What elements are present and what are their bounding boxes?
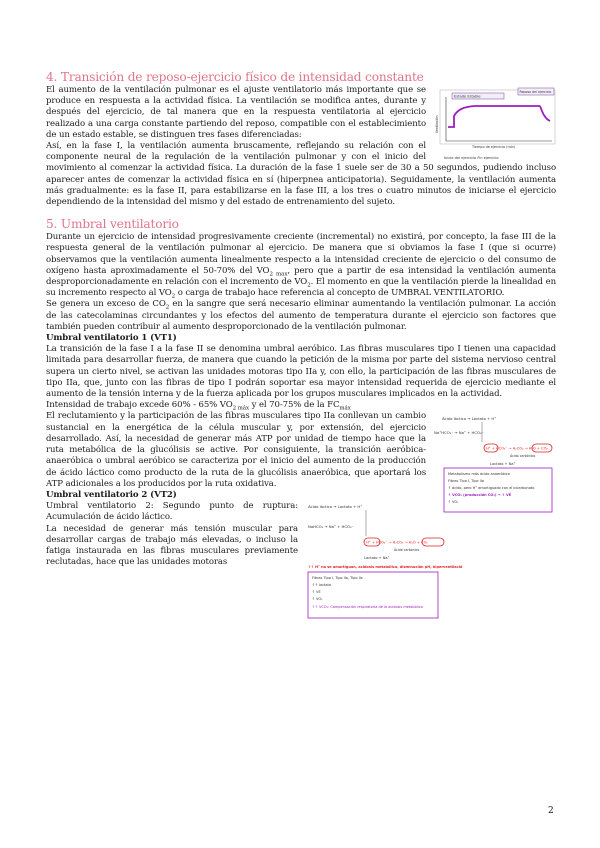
vt2-paragraph-1: Umbral ventilatorio 2: Segundo punto de ruptura: Acumulación de ácido láctico. (46, 501, 298, 523)
section4-paragraph-2: Así, en la fase I, la ventilación aumenta bruscamente, reflejando su relación con el componente neural de la regulación de la ventilación pulmonar y con el inicio del movimiento al comenzar la actividad física. La duración de la fase 1 suele ser de 30 a 50 segundos, pudiendo incluso aparecer antes de comenzar la actividad física en sí (hiperpnea anticipatoria). Seguidamente, la ventilación aumenta más gradualmente: es la fase II, para estabilizarse en la fase III, a los tres o cuatro minutos de iniciarse el ejercicio dependiendo de la intensidad del mismo y del estado de entrenamiento del sujeto. (46, 141, 556, 208)
figure-vt2-buffer (304, 502, 462, 620)
page-number: 2 (548, 806, 554, 816)
vt1-bullet-1: Metabolismo más ácido anaeróbico (448, 472, 510, 477)
section5-title: 5. Umbral ventilatorio (46, 217, 179, 232)
vt2-diagram (304, 502, 462, 620)
vt2-bullet-0: ↑↑ H⁺ no se amortiguan, acidosis metabólica, disminución pH, hiperventilación (308, 565, 462, 570)
vt2-line5: Lactato + Na⁺ (364, 556, 390, 561)
vt2-paragraph-2: La necesidad de generar más tensión muscular para desarrollar cargas de trabajo más elevadas, o incluso la fatiga instaurada en las fibras musculares previamente reclutadas, hace que las unidades motoras (46, 523, 298, 568)
vt1-heading: Umbral ventilatorio 1 (VT1) (46, 333, 177, 344)
page-content (46, 70, 556, 620)
figure-vt1-buffer (432, 412, 556, 516)
vt2-line3: H⁺ + HCO₃⁻ → H₂CO₃ → H₂O + CO₂ (366, 540, 428, 545)
vt2-bullet-1: Fibras Tipo I, Tipo IIa, Tipo IIx (312, 576, 363, 581)
section4-paragraph-1: El aumento de la ventilación pulmonar es el ajuste ventilatorio más importante que se produce en respuesta a la actividad física. La ventilación se modifica antes, durante y después del ejercicio, de tal manera que en la respuesta ventilatoria al ejercicio realizado a una carga constante partiendo del reposo, compatible con el establecimiento de un estado estable, se distinguen tres fases diferenciadas: (46, 85, 426, 140)
legend-left-text: Estado Estable (454, 94, 481, 99)
bottom-label: Inicio del ejercicio Fin ejercicio (444, 156, 499, 160)
vt1-paragraph-1: La transición de la fase I a la fase II se denomina umbral aeróbico. Las fibras musculares tipo I tienen una capacidad limitada para desarrollar fuerza, de manera que cuando la petición de la misma por parte del sistema nervioso central supera un cierto nivel, se activan las unidades motoras tipo IIa y, con ello, la participación de las fibras musculares de tipo IIa, que, junto con las fibras de tipo I podrán soportar esa mayor intensidad requerida de ejercicio mediante el aumento de la tensión interna y de la fuerza aplicada por los grupos musculares implicados en la actividad. (46, 344, 556, 400)
section4-title: 4. Transición de reposo-ejercicio físico de intensidad constante (46, 70, 424, 84)
x-axis-label: Tiempo de ejercicio (min) (472, 145, 516, 149)
vt2-bullet-3: ↑ VE (312, 590, 321, 595)
vt1-diagram (432, 412, 556, 516)
vt1-line5: Lactato + Na⁺ (490, 462, 516, 467)
vt2-line2: NaHCO₃ → Na⁺ + HCO₃⁻ (308, 524, 354, 530)
vt2-heading: Umbral ventilatorio 2 (VT2) (46, 489, 177, 500)
vt1-intensity: Intensidad de trabajo excede 60% - 65% $VO_{2 máx}$ y el 70-75% de la $FC_{máx}$ (46, 400, 351, 412)
vt1-bullet-4: ↑ VCO₂ (producción CO₂) → ↑ VE (448, 493, 512, 498)
legend-right-text: Reposo del ejercicio (519, 89, 552, 94)
vt1-bullet-2: Fibras Tipo I, Tipo IIa (448, 479, 484, 484)
vt1-line4: Ácido carbónico (510, 454, 536, 459)
vt2-line1: Ácido láctico → Lactato + H⁺ (308, 504, 363, 510)
vt2-bullet-4: ↑ VO₂ (312, 597, 323, 602)
ventilation-chart (432, 85, 556, 163)
section5-paragraph-1: Durante un ejercicio de intensidad progresivamente creciente (incremental) no existirá, por concepto, la fase III de la respuesta general de la ventilación pulmonar al ejercicio. De manera que si obviamos la fase I (que si ocurre) observamos que la ventilación aumenta linealmente respecto a la intensidad creciente de ejercicio o del consumo de oxígeno hasta aproximadamente el 50-70% del $VO_{2 max}$, pero que a partir de esa intensidad la ventilación aumenta desproporcionadamente en relación con el incremento de $VO_2$. El momento en que la ventilación pierde la linealidad en su incremento respecto al $VO_2$ o carga de trabajo hace referencia al concepto de UMBRAL VENTILATORIO. (46, 232, 556, 300)
vt2-line4: Ácido carbónico (394, 548, 420, 553)
section5-paragraph-2: Se genera un exceso de $CO_2$ en la sangre que será necesario eliminar aumentando la ventilación pulmonar. La acción de las catecolaminas circundantes y los efectos del aumento de temperatura durante el ejercicio son factores que también pueden contribuir al aumento desproporcionado de la ventilación pulmonar. (46, 299, 556, 332)
vt1-paragraph-2: El reclutamiento y la participación de las fibras musculares tipo IIa conllevan un cambio sustancial en la energética de la célula muscular y, por extensión, del ejercicio desarrollado. Así, la necesidad de generar más ATP por unidad de tiempo hace que la ruta metabólica de la glucólisis se active. Por consiguiente, la transición aeróbica-anaeróbica o umbral aeróbico se caracteriza por el inicio del aumento de la producción de ácido láctico como producto de la ruta de la glucólisis anaeróbica, que aportará los ATP adicionales a los producidos por la ruta oxidativa. (46, 411, 426, 489)
y-axis-label: Ventilación (435, 115, 439, 133)
vt1-line1: Ácido láctico → Lactato + H⁺ (442, 416, 497, 422)
vt2-bullet-5: ↑↑ VCO₂: Compensación respiratoria de la acidosis metabólica (312, 605, 423, 610)
vt1-line2: Na⁺HCO₃⁻ → Na⁺ + HCO₃⁻ (434, 430, 484, 436)
vt2-bullet-2: ↑↑ lactato (312, 583, 332, 588)
figure-ventilation-phases (432, 85, 556, 163)
vt1-line3: H⁺ + HCO₃⁻ → H₂CO₃ → H₂O + CO₂ (486, 446, 548, 451)
vt1-bullet-3: ↑ ácido, pero H⁺ amortiguado con el bicarbonato (448, 486, 535, 491)
vt1-bullet-5: ↑ VO₂ (448, 500, 459, 505)
